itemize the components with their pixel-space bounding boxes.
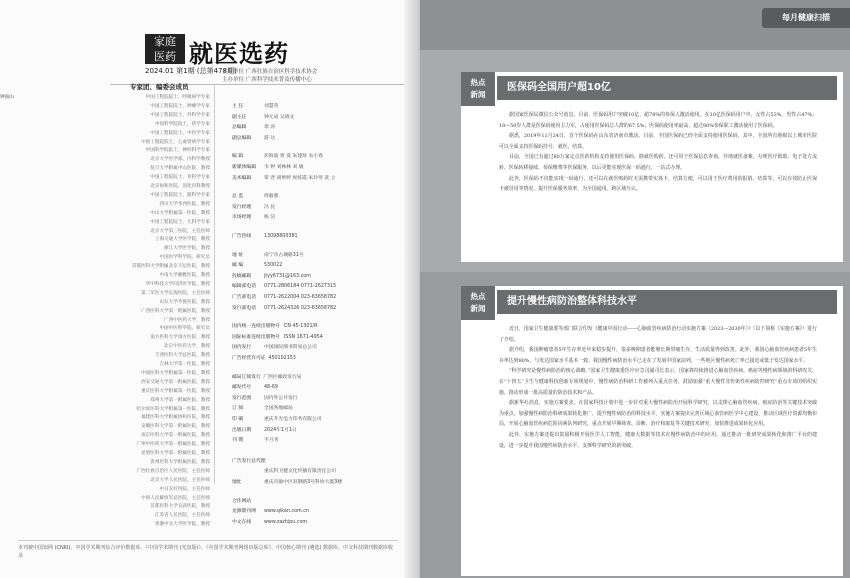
staff-label: 邮发代号 [232, 385, 252, 391]
staff-row [232, 251, 304, 258]
indexing-footnote: 本刊被中国知网 (CNKI)、中国学术期刊综合评价数据库、《中国学术期刊 (光盘版)》、《中国学术期刊网络出版总库》、中国核心期刊 (遴选) 数据库、中文科技期刊数据库收录 [18, 540, 398, 560]
expert-row [0, 156, 210, 164]
expert-role: 香港中文大学医学院，教授 [154, 522, 210, 528]
staff-value: 0771-2806184 0771-2627315 [264, 284, 337, 290]
staff-row [232, 394, 298, 401]
article-body [499, 324, 817, 451]
expert-row [0, 450, 210, 458]
headline: 医保码全国用户超10亿 [507, 82, 611, 93]
headline-bar [497, 290, 837, 314]
expert-row [0, 459, 210, 467]
expert-row [0, 210, 210, 218]
expert-role: 上海交通大学医学院，教授 [154, 237, 210, 243]
expert-row [0, 512, 210, 520]
expert-role: 北京大学第三医院，主任医师 [150, 228, 210, 234]
staff-value: 48-69 [264, 385, 278, 391]
section-tab: 每月健康扫描 [762, 8, 850, 28]
expert-role: 福建医科大学附属协和医院，教授 [141, 415, 210, 421]
staff-row [232, 457, 268, 464]
staff-label: 出版日期 [232, 427, 252, 433]
expert-row [0, 121, 210, 129]
staff-label: 副主任 [232, 114, 247, 120]
expert-role: 中国工程院院士，外科学专家 [150, 112, 210, 118]
staff-label: 刊 期 [232, 438, 244, 444]
staff-label: 市场经理 [232, 215, 252, 221]
staff-row [232, 383, 278, 390]
hot-news-tag: 热点 新闻 [461, 286, 495, 320]
expert-role: 广州中医药大学第一附属医院，教授 [136, 442, 210, 448]
expert-row [0, 432, 210, 440]
staff-row [232, 322, 317, 329]
staff-label: 副总编辑 [232, 135, 252, 141]
expert-role: 首都医科大学宣武医院，教授 [150, 504, 210, 510]
staff-row [232, 478, 342, 485]
staff-label: 新媒体编辑 [232, 165, 256, 170]
expert-role: 中国工程院院士，呼吸病学专家 [145, 95, 210, 100]
staff-label: 地 址 [232, 252, 244, 258]
staff-label: 合作网站 [232, 498, 252, 504]
column-title: 就医选药 [189, 39, 289, 68]
staff-label: 美术编辑 [232, 175, 252, 181]
left-page [0, 0, 420, 578]
staff-value: 南宁市古城路31号 [264, 252, 304, 258]
staff-row [232, 123, 275, 130]
staff-label: 中文在线 [232, 519, 252, 525]
expert-role: 郑州大学第一附属医院，教授 [150, 397, 210, 403]
staff-value: 450102153 [268, 356, 296, 361]
paragraph: 据悉，2019年11月24日，首个医保码在山东省济南市激活。目前，全国医保码已经全面支持使用医保码，其中，全国所有地级以上城市医院可以全面支持医保码挂号、就医、结算。 [499, 133, 817, 150]
expert-row [0, 406, 210, 414]
staff-value: www.zazhipu.com [264, 519, 308, 525]
expert-role: 中国科学院院士，神经科学专家 [145, 148, 210, 154]
staff-label: 广告热线 [232, 234, 252, 239]
expert-row [0, 281, 210, 289]
staff-value: 游 达 [264, 135, 276, 141]
staff-label: 发行部电话 [232, 305, 256, 311]
paragraph: 近日，国家卫生健康委等部门联合印发《健康中国行动——心脑血管疾病防治行动实施方案（2023—2030年）》（以下简称《实施方案》）进行了介绍。 [499, 326, 817, 343]
expert-role: 华中科技大学同济医学院，教授 [145, 281, 210, 287]
expert-row [0, 254, 210, 262]
staff-value: 半月刊 [264, 438, 279, 444]
publisher-line: 主办单位 广西科学技术普及传播中心 [222, 77, 312, 83]
paragraph: 据国家医保局微信公众号消息，目前，医保码用户突破10亿，超78%的参保人激活使用。在10亿医保码用户中，女性占53%，男性占47%；18—50岁人群是医保码使用主力军，占使用医保码总人群的67.5%；医保码使用率最高，超过80%参保职工激活使用了医保码。 [499, 112, 817, 129]
staff-value: CN 45-1301/R [284, 324, 318, 330]
staff-value: 530022 [264, 263, 283, 269]
staff-row [232, 333, 323, 340]
expert-row [0, 352, 210, 360]
expert-role: 中南大学湘雅医院，教授 [159, 273, 210, 278]
news-card-2 [461, 286, 843, 576]
staff-value: 韦 婷 刘林林 刘 敏 [264, 165, 304, 170]
expert-row [0, 414, 210, 422]
expert-row [0, 477, 210, 485]
expert-role: 浙江大学医学院，教授 [164, 246, 210, 252]
expert-row [0, 299, 210, 307]
expert-name: 钟南山 [0, 95, 14, 100]
expert-role: 中山大学附属第一医院，教授 [150, 210, 210, 216]
paragraph: “科学研究是慢性病防治的核心战略。”国家卫生健康委医疗应急司副司长表示，国家将持续推进心脑血管疾病、癌症等慢性病领域的科研攻关，在“十四五”卫生与健康科技创新专项规划中，慢性病防治科研工作被列入重点任务，鼓励加强“重大慢性非传染性疾病防控研究”重点专项的组织实施，推动形成一批高质量的防治技术和产品。 [499, 368, 817, 396]
expert-row [0, 94, 210, 102]
staff-value: 钟元成 吴锦文 [264, 114, 295, 120]
expert-row [0, 370, 210, 378]
expert-role: 广西壮族自治区人民医院，主任医师 [136, 468, 210, 474]
expert-row [0, 486, 210, 494]
expert-role: 昆明医科大学第一附属医院，教授 [141, 451, 210, 456]
staff-label: 编 辑 [232, 154, 244, 160]
expert-role: 中国医科大学附属第一医院，教授 [141, 370, 210, 376]
expert-row [0, 192, 210, 200]
expert-row [0, 379, 210, 387]
expert-row [0, 521, 210, 529]
expert-role: 中国中医科学院，研究员 [159, 326, 210, 332]
expert-row [0, 441, 210, 449]
paragraph: 目前，全国已有超过80万家定点医药机构支持使用医保码，除就医购药，还可用于医保信息查询、异地就医备案、办理医疗救助、电子处方流转、医保转移接续、参保缴费等医保服务，以后更能实现医保一码通行、一站式办理。 [499, 154, 817, 171]
staff-value: ISSN 1671-4954 [284, 334, 323, 340]
staff-row [232, 282, 336, 289]
staff-value: 刘慧英 [264, 104, 279, 109]
expert-row [0, 263, 210, 271]
staff-row [232, 232, 298, 239]
staff-row [232, 426, 297, 433]
staff-row [232, 113, 294, 120]
expert-row [0, 334, 210, 342]
staff-row [232, 507, 309, 514]
expert-role: 哈尔滨医科大学附属第一医院，教授 [136, 406, 210, 412]
staff-label: 投稿邮箱 [232, 273, 252, 279]
staff-label: 发行范围 [232, 395, 252, 401]
expert-row [0, 308, 210, 316]
experts-heading: 专家团、编委会成员 [130, 83, 189, 91]
staff-value: 13098800381 [264, 234, 298, 239]
article-body [499, 110, 817, 195]
staff-value: 中国国际图书贸易总公司 [264, 345, 317, 351]
staff-row [232, 163, 304, 170]
staff-value: 周毅强 [264, 194, 279, 200]
paragraph: 此外，实施方案还提出鼓励积极开展医学人工智能、健康大数据等技术在慢性病防治中的应用。通过推动一批研究成果转化和推广平台的建设，进一步提升我国慢性病防治水平，支撑科学研究的新突破。 [499, 431, 817, 449]
staff-row [232, 261, 282, 268]
staff-row [232, 203, 275, 210]
staff-row [232, 293, 336, 300]
expert-role: 西安交通大学第一附属医院，教授 [141, 379, 210, 385]
expert-role: 中国科学院院士，药学专家 [154, 121, 210, 127]
staff-value: 余 涛 [264, 125, 276, 131]
staff-row [232, 152, 323, 159]
staff-label: 国内统一连续出版物号 [232, 324, 280, 330]
publisher-line: 主管单位 广西壮族自治区科学技术协会 [222, 69, 318, 75]
expert-row [0, 165, 210, 173]
staff-row [232, 213, 275, 220]
expert-row [0, 103, 210, 111]
staff-value: 重庆市渝中区双钢路3号科协大厦3楼 [264, 480, 343, 485]
staff-label: 国际标准连续出版物号 [232, 334, 280, 340]
staff-value: 广西区邮政发行局 [263, 374, 302, 380]
expert-role: 北京大学人民医院，主任医师 [150, 477, 210, 483]
staff-row [232, 404, 293, 411]
staff-value: 全国各地邮局 [264, 406, 293, 412]
expert-role: 山东大学齐鲁医院，教授 [159, 299, 210, 305]
expert-row [0, 423, 210, 431]
expert-role: 第二军医大学长海医院，主任医师 [141, 290, 210, 296]
expert-row [0, 219, 210, 227]
staff-label: 广告经营许可证 [232, 356, 266, 361]
staff-label: 总编辑 [232, 125, 247, 131]
expert-role: 北京协和医院，消化内科教授 [150, 184, 210, 189]
staff-value: 冯 民 [264, 204, 276, 210]
staff-row [232, 102, 278, 109]
staff-value: 2024年1月1日 [264, 427, 297, 433]
divider [214, 84, 215, 484]
expert-row [0, 272, 210, 280]
staff-row [232, 192, 278, 199]
expert-row [0, 174, 210, 182]
staff-label: 主 任 [232, 104, 244, 109]
expert-role: 南方医科大学南方医院，教授 [150, 335, 210, 341]
staff-label: 总 监 [232, 194, 244, 200]
expert-role: 中国工程院院士，骨科学专家 [150, 175, 210, 181]
staff-row [232, 373, 302, 380]
expert-role: 复旦大学附属中山医院，教授 [150, 166, 210, 172]
expert-role: 中国人民解放军总医院，主任医师 [141, 495, 210, 501]
paragraph: 此外，医保码不仅能实现一码通行，还可以在就医购药时无需携带实体卡，结算方便，可以用于医疗费用的报销、结算等，可以有效防止医保卡被冒用等情况，提升医保服务效率，为全国通用、跨区域互认。 [499, 175, 817, 193]
expert-row [0, 236, 210, 244]
expert-row [0, 468, 210, 476]
expert-role: 中国工程院院士，儿科学专家 [150, 219, 210, 225]
staff-label: 广告部电话 [232, 295, 256, 300]
expert-role: 中日友好医院，主任医师 [159, 486, 210, 492]
expert-row [0, 325, 210, 333]
staff-label: 编辑部电话 [232, 284, 256, 290]
expert-row [0, 245, 210, 253]
expert-role: 安徽医科大学第一附属医院，教授 [141, 424, 210, 430]
staff-row [232, 497, 264, 504]
expert-role: 天津医科大学总医院，教授 [154, 353, 210, 359]
staff-label: 印 刷 [232, 417, 244, 422]
expert-role: 北京中医药大学，教授 [164, 344, 210, 350]
staff-row [232, 415, 322, 422]
expert-role: 首都医科大学附属北京天坛医院，教授 [131, 264, 210, 270]
headline-bar [497, 76, 837, 100]
hot-news-tag: 热点 新闻 [461, 72, 495, 106]
staff-value: 彭海波 黄 爱 朱建珍 农小春 [264, 154, 323, 160]
paragraph: 据新华社消息，实施方案要求，在国家科技计划中进一步针对重大慢性病防治开展科学研究，以支撑心脑血管疾病、癌症防治等关键技术突破为重点，加强慢性病防治科研成果转化推广，提升慢性病防治的科技水平。实施方案提出完善区域心血管病医学中心建设，推动区域医疗资源均衡布局，开展心脑血管疾病危险因素队列研究，重点开展早期筛查、诊断、治疗和康复等关键技术研究，加快推进成果转化应用。 [499, 400, 817, 428]
masthead [145, 34, 345, 68]
expert-row [0, 201, 210, 209]
staff-row [232, 134, 275, 141]
staff-value: www.qikan.com.cn [264, 509, 309, 515]
staff-label: 龙源期刊网 [232, 509, 256, 515]
staff-row [232, 304, 336, 311]
staff-row [232, 354, 296, 361]
staff-value: 0771-2624326 023-63658782 [264, 305, 337, 311]
expert-role: 四川大学华西医院，教授 [159, 201, 210, 207]
expert-row [0, 147, 210, 155]
staff-row [232, 436, 278, 443]
staff-value: 国内外公开发行 [264, 395, 298, 401]
right-page [420, 0, 850, 578]
staff-label: 国内发行 [232, 345, 252, 351]
staff-value: 0771-2622004 023-63658782 [264, 295, 337, 300]
expert-row [0, 397, 210, 405]
expert-role: 重庆医科大学附属第一医院，教授 [141, 388, 210, 394]
expert-role: 中国工程院院士，眼科学专家 [150, 192, 210, 198]
expert-row [0, 503, 210, 511]
expert-role: 贵州医科大学附属医院，教授 [150, 459, 210, 465]
staff-label: 邮局订阅发行 [232, 374, 261, 380]
expert-row [0, 112, 210, 120]
expert-role: 中国工程院院士，心血管病学专家 [141, 139, 210, 145]
expert-row [0, 183, 210, 191]
staff-label: 订 阅 [232, 406, 244, 412]
staff-value: 重庆科卫健文化传播有限责任公司 [264, 469, 336, 475]
expert-role: 江苏省人民医院，主任医师 [154, 513, 210, 519]
staff-label: 发行经理 [232, 204, 252, 210]
staff-value: 覃 晋 胡婷婷 侯炫霞 朱玲琴 冼 立 [264, 175, 336, 181]
staff-row [232, 343, 317, 350]
expert-row [0, 317, 210, 325]
expert-role: 中国工程院院士，中医学专家 [150, 130, 210, 136]
staff-value: 重庆升光电力印务有限公司 [264, 417, 322, 422]
expert-role: 广西中医药大学，教授 [164, 317, 210, 323]
expert-role: 北京大学医学部，内科学教授 [150, 157, 210, 163]
staff-label: 广告发行总代理 [232, 458, 266, 464]
staff-label: 邮 编 [232, 263, 244, 269]
issue-info: 2024.01 第1期 (总第478期) [145, 67, 237, 75]
expert-row [0, 388, 210, 396]
staff-row [232, 174, 336, 181]
expert-role: 广西医科大学第一附属医院，教授 [141, 308, 210, 314]
expert-row [0, 130, 210, 138]
expert-role: 中国医学科学院，研究员 [159, 255, 210, 261]
expert-row [0, 228, 210, 236]
paragraph: 据介绍，我国肿瘤患者5年生存率近年来稳步提升，很多晚期患者能够长期带瘤生存，生活质量得到改善。此外，我国心脑血管疾病患者5年生存率达到80%，与发达国家水平基本一致。我国慢性病防治水平已走在了发展中国家前列，一些地区慢性病死亡率已接近或低于发达国家水平。 [499, 347, 817, 364]
news-card-1 [461, 72, 843, 262]
expert-role: 南京医科大学第一附属医院，教授 [141, 433, 210, 439]
expert-role: 中国工程院院士，肿瘤学专家 [150, 103, 210, 109]
staff-row [232, 272, 311, 279]
headline: 提升慢性病防治整体科技水平 [507, 296, 637, 307]
expert-role: 吉林大学第一医院，教授 [159, 362, 210, 367]
expert-row [0, 343, 210, 351]
staff-label: 地址 [232, 480, 242, 485]
expert-row [0, 361, 210, 369]
staff-row [232, 518, 307, 525]
staff-value: jtyy6731@163.com [264, 273, 311, 279]
magazine-logo: 家庭 医药 [145, 34, 185, 64]
expert-row [0, 495, 210, 503]
expert-row [0, 290, 210, 298]
expert-row [0, 139, 210, 147]
staff-value: 杨 洁 [264, 215, 276, 221]
staff-row [232, 467, 336, 474]
